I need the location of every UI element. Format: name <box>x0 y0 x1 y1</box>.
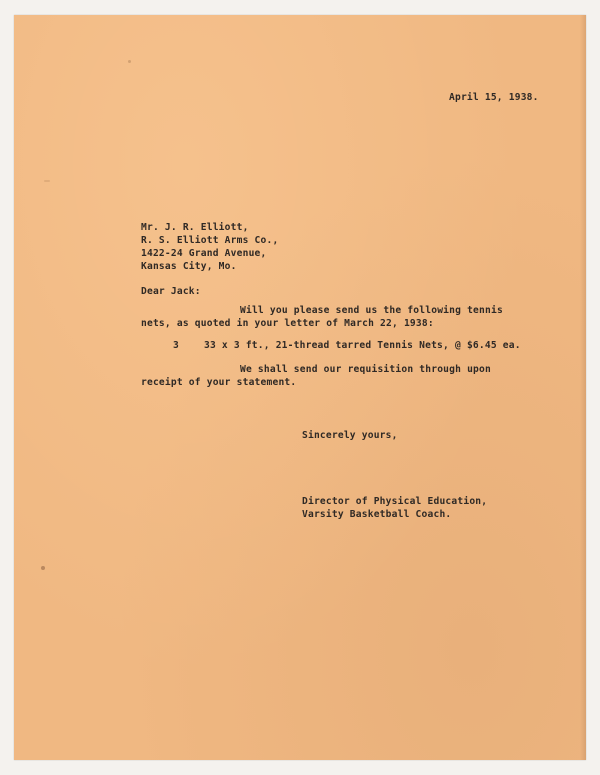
closing-paragraph-line: receipt of your statement. <box>141 377 297 388</box>
address-line: R. S. Elliott Arms Co., <box>141 235 279 246</box>
address-line: Mr. J. R. Elliott, <box>141 222 249 233</box>
body-paragraph-line: nets, as quoted in your letter of March 22, 1938: <box>141 318 434 329</box>
signature-title: Varsity Basketball Coach. <box>302 509 452 520</box>
letter-date: April 15, 1938. <box>449 92 539 103</box>
paper-speck <box>44 180 50 182</box>
signature-title: Director of Physical Education, <box>302 496 488 507</box>
order-description: 33 x 3 ft., 21-thread tarred Tennis Nets, @ $6.45 ea. <box>204 340 521 351</box>
salutation: Dear Jack: <box>141 286 201 297</box>
address-line: 1422-24 Grand Avenue, <box>141 248 267 259</box>
body-paragraph-line: Will you please send us the following tennis <box>240 305 503 316</box>
order-quantity: 3 <box>173 340 179 351</box>
complimentary-close: Sincerely yours, <box>302 430 398 441</box>
paper-speck <box>128 60 131 63</box>
paper-speck <box>41 566 45 570</box>
closing-paragraph-line: We shall send our requisition through upon <box>240 364 491 375</box>
address-line: Kansas City, Mo. <box>141 261 237 272</box>
letter-page <box>14 15 586 760</box>
